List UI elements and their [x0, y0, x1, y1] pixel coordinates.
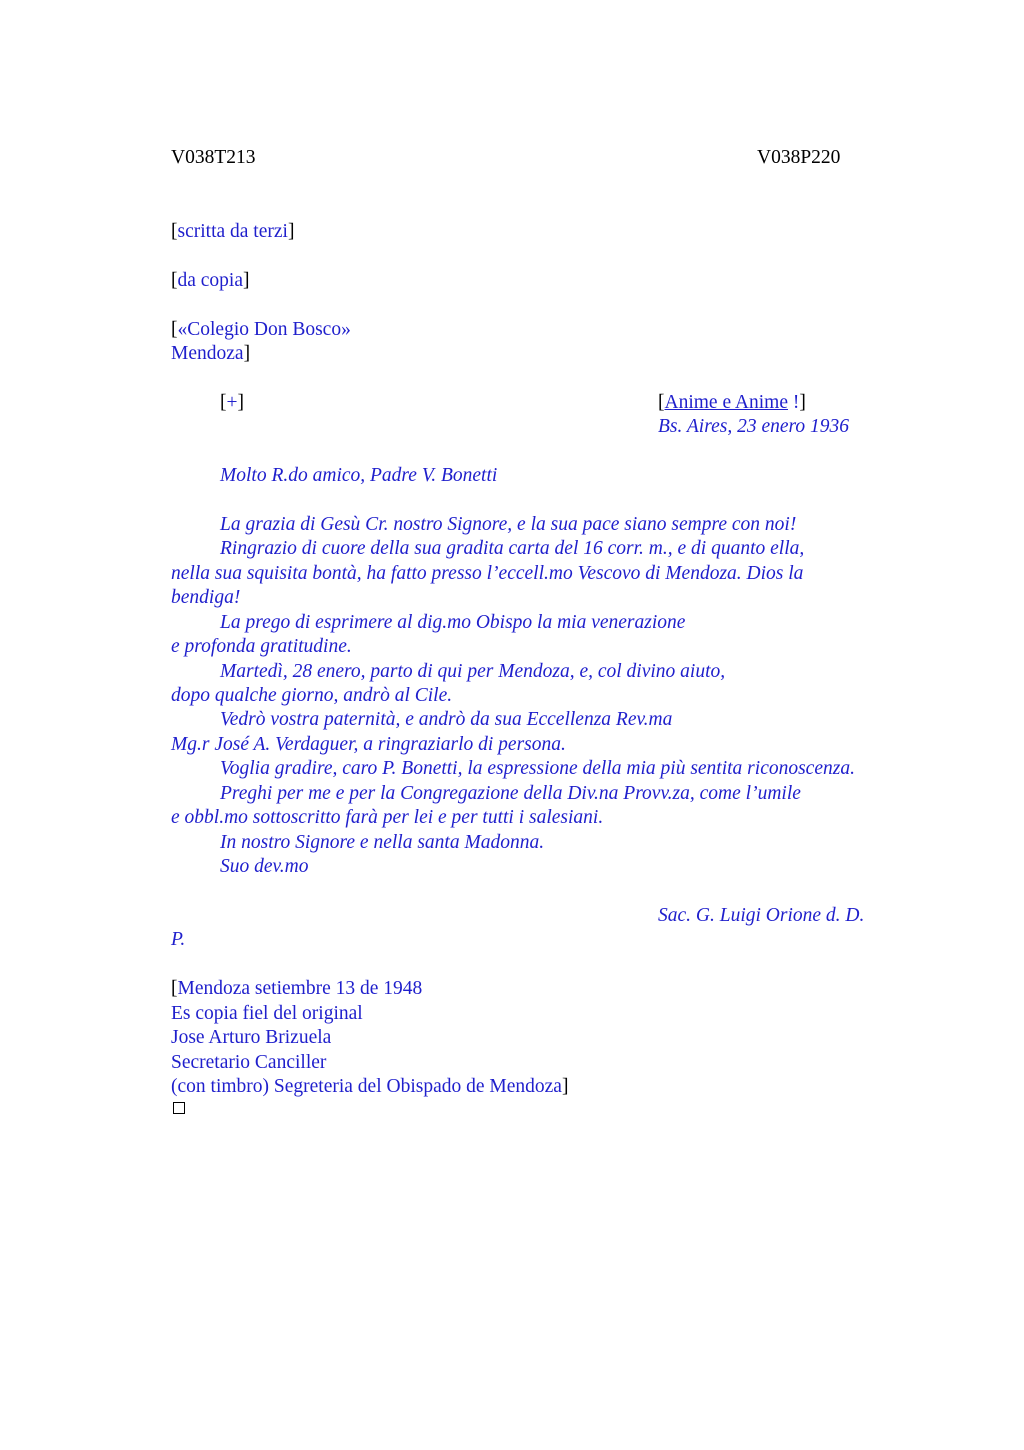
signature-line2: P. [171, 929, 186, 950]
motto-bang: ! [792, 392, 800, 413]
body-line: La grazia di Gesù Cr. nostro Signore, e la sua pace siano sempre con noi! [220, 514, 797, 535]
body-line: Preghi per me e per la Congregazione della Div.na Provv.za, come l’umile [220, 783, 801, 804]
note-copia-text: da copia [177, 270, 244, 291]
body-line: Ringrazio di cuore della sua gradita carta del 16 corr. m., e di quanto ella, [220, 538, 805, 559]
greeting: Molto R.do amico, Padre V. Bonetti [220, 465, 498, 486]
body-line: bendiga! [171, 587, 241, 608]
body-line: Martedì, 28 enero, parto di qui per Mendoza, e, col divino aiuto, [220, 661, 726, 682]
end-marker-box [173, 1102, 185, 1114]
note-colegio-line1: «Colegio Don Bosco» [177, 319, 351, 340]
certification-line-2: Es copia fiel del original [171, 1003, 363, 1024]
note-copia: [da copia] [171, 270, 250, 291]
cross-mark: [+] [220, 392, 244, 413]
body-line: Mg.r José A. Verdaguer, a ringraziarlo di persona. [171, 734, 566, 755]
certification-line-1: [Mendoza setiembre 13 de 1948 [171, 978, 423, 999]
body-line: e profonda gratitudine. [171, 636, 352, 657]
note-colegio-end: Mendoza] [171, 343, 251, 364]
cross-symbol: + [226, 392, 238, 413]
header-right-code: V038P220 [757, 147, 841, 168]
note-colegio-line2: Mendoza [171, 343, 244, 364]
certification-text: (con timbro) Segreteria del Obispado de Mendoza [171, 1076, 562, 1097]
body-line: Suo dev.mo [220, 856, 309, 877]
place-date: Bs. Aires, 23 enero 1936 [658, 416, 850, 437]
header-left-code: V038T213 [171, 147, 256, 168]
certification-line-3: Jose Arturo Brizuela [171, 1027, 332, 1048]
certification-text: Mendoza setiembre 13 de 1948 [177, 978, 423, 999]
signature-line1: Sac. G. Luigi Orione d. D. [658, 905, 865, 926]
body-line: Voglia gradire, caro P. Bonetti, la espressione della mia più sentita riconoscenza. [220, 758, 855, 779]
body-line: e obbl.mo sottoscritto farà per lei e per tutti i salesiani. [171, 807, 604, 828]
note-scritta-text: scritta da terzi [177, 221, 288, 242]
body-line: La prego di esprimere al dig.mo Obispo la mia venerazione [220, 612, 686, 633]
body-line: dopo qualche giorno, andrò al Cile. [171, 685, 453, 706]
body-line: Vedrò vostra paternità, e andrò da sua Eccellenza Rev.ma [220, 709, 673, 730]
certification-line-4: Secretario Canciller [171, 1052, 327, 1073]
note-colegio: [«Colegio Don Bosco» [171, 319, 351, 340]
body-line: In nostro Signore e nella santa Madonna. [220, 832, 545, 853]
certification-line-5: (con timbro) Segreteria del Obispado de Mendoza] [171, 1076, 569, 1097]
motto-link[interactable]: Anime e Anime [664, 392, 788, 413]
motto: [Anime e Anime !] [658, 392, 806, 413]
note-scritta: [scritta da terzi] [171, 221, 295, 242]
body-line: nella sua squisita bontà, ha fatto presso l’eccell.mo Vescovo di Mendoza. Dios la [171, 563, 804, 584]
